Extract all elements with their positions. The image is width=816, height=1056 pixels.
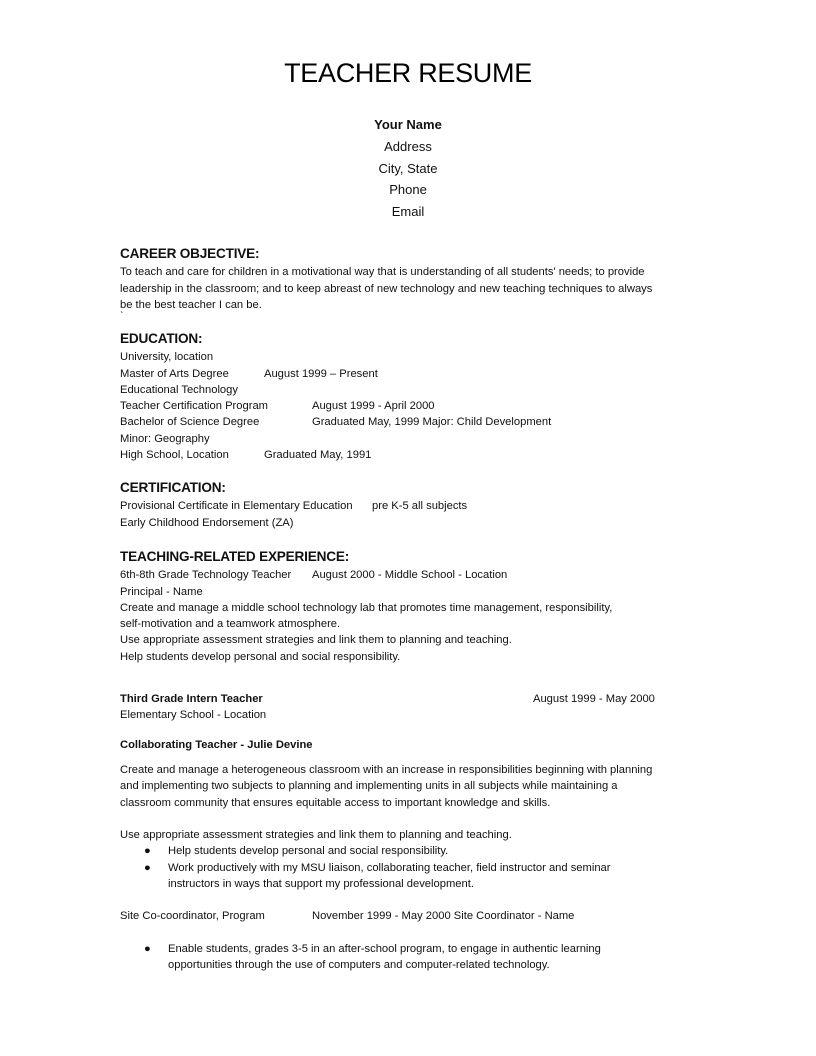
site-bullet-text: opportunities through the use of computers and computer-related technology. <box>168 959 550 972</box>
education-ma-degree: Master of Arts Degree <box>120 367 229 380</box>
job2-row <box>120 691 680 707</box>
education-bs-degree: Bachelor of Science Degree <box>120 416 260 429</box>
contact-name: Your Name <box>374 117 442 132</box>
education-high-school: High School, Location <box>120 449 229 462</box>
site-bullet-list <box>120 941 700 974</box>
job1-line: Help students develop personal and social responsibility. <box>120 650 401 663</box>
education-hs-row <box>120 447 700 463</box>
job1-line: Create and manage a middle school technology lab that promotes time management, responsibility, <box>120 601 613 614</box>
education-cert-dates: August 1999 - April 2000 <box>312 400 435 413</box>
contact-address: Address <box>384 138 432 154</box>
collab-block <box>120 737 700 753</box>
education-bs-details: Graduated May, 1999 Major: Child Development <box>312 416 552 429</box>
objective-line: be the best teacher I can be. <box>120 298 262 311</box>
job1-title: 6th-8th Grade Technology Teacher <box>120 569 292 582</box>
objective-line: leadership in the classroom; and to keep abreast of new technology and new teaching techniques to always <box>120 282 653 295</box>
job2-block <box>120 691 680 724</box>
objective-line: To teach and care for children in a motivational way that is understanding of all students' needs; to provide <box>120 266 645 279</box>
education-minor: Minor: Geography <box>120 432 210 445</box>
education-cert-program: Teacher Certification Program <box>120 400 268 413</box>
site-bullet-text: Enable students, grades 3-5 in an after-school program, to engage in authentic learning <box>168 943 601 955</box>
contact-email: Email <box>391 204 425 220</box>
experience-section <box>120 549 700 665</box>
contact-phone: Phone <box>389 182 427 198</box>
certification-provisional-row <box>120 498 700 514</box>
job1-row <box>120 567 700 583</box>
bullet-item <box>120 843 700 859</box>
bullet-text: Help students develop personal and social responsibility. <box>168 845 449 858</box>
collab-line: classroom community that ensures equitable access to important knowledge and skills. <box>120 796 551 809</box>
job1-line: self-motivation and a teamwork atmosphere. <box>120 618 341 631</box>
certification-endorsement: Early Childhood Endorsement (ZA) <box>120 516 294 529</box>
job2-location: Elementary School - Location <box>120 709 267 722</box>
job1-principal: Principal - Name <box>120 585 203 598</box>
education-university: University, location <box>120 351 214 364</box>
collab-line: and implementing two subjects to planning and implementing units in all subjects while maintaining a <box>120 780 618 793</box>
bullet-dot: ● <box>144 943 151 955</box>
certification-section <box>120 480 700 531</box>
site-bullet-item <box>120 941 700 974</box>
site-bullets-block <box>120 941 700 974</box>
bullet-dot: ● <box>144 845 151 858</box>
career-objective-heading: CAREER OBJECTIVE: <box>120 246 260 261</box>
contact-block <box>0 114 816 223</box>
job2-dates: August 1999 - May 2000 <box>533 693 655 705</box>
education-cert-row <box>120 398 700 414</box>
site-details: November 1999 - May 2000 Site Coordinator - Name <box>312 910 575 922</box>
collab-teacher: Collaborating Teacher - Julie Devine <box>120 739 313 751</box>
collab-line: Create and manage a heterogeneous classroom with an increase in responsibilities beginning with planning <box>120 764 653 776</box>
education-ma-dates: August 1999 – Present <box>264 367 378 380</box>
certification-heading: CERTIFICATION: <box>120 480 226 495</box>
assess-block <box>120 827 700 892</box>
site-role: Site Co-coordinator, Program <box>120 910 265 922</box>
certification-scope: pre K-5 all subjects <box>372 500 468 513</box>
bullet-dot: ● <box>144 861 151 874</box>
bullet-text: Work productively with my MSU liaison, collaborating teacher, field instructor and seminar <box>168 861 611 874</box>
job1-line: Use appropriate assessment strategies and link them to planning and teaching. <box>120 634 512 647</box>
stray-mark: ` <box>120 311 124 322</box>
career-objective-section <box>120 246 700 313</box>
bullet-list <box>120 843 700 892</box>
contact-city-state: City, State <box>378 160 438 176</box>
bullet-text: instructors in ways that support my professional development. <box>168 877 474 890</box>
collab-paragraph <box>120 762 700 811</box>
education-section <box>120 331 700 463</box>
site-block <box>120 908 700 924</box>
education-ed-tech: Educational Technology <box>120 383 238 396</box>
education-ma-row <box>120 366 700 382</box>
job1-dates: August 2000 - Middle School - Location <box>312 569 508 582</box>
experience-heading: TEACHING-RELATED EXPERIENCE: <box>120 549 350 564</box>
education-bs-row <box>120 414 700 430</box>
site-row <box>120 908 700 924</box>
bullet-item <box>120 860 700 893</box>
job2-title: Third Grade Intern Teacher <box>120 693 263 705</box>
education-heading: EDUCATION: <box>120 331 203 346</box>
education-hs-graduated: Graduated May, 1991 <box>264 449 372 462</box>
assess-line: Use appropriate assessment strategies and link them to planning and teaching. <box>120 829 512 841</box>
resume-title: TEACHER RESUME <box>284 58 532 88</box>
certification-provisional: Provisional Certificate in Elementary Education <box>120 500 353 513</box>
